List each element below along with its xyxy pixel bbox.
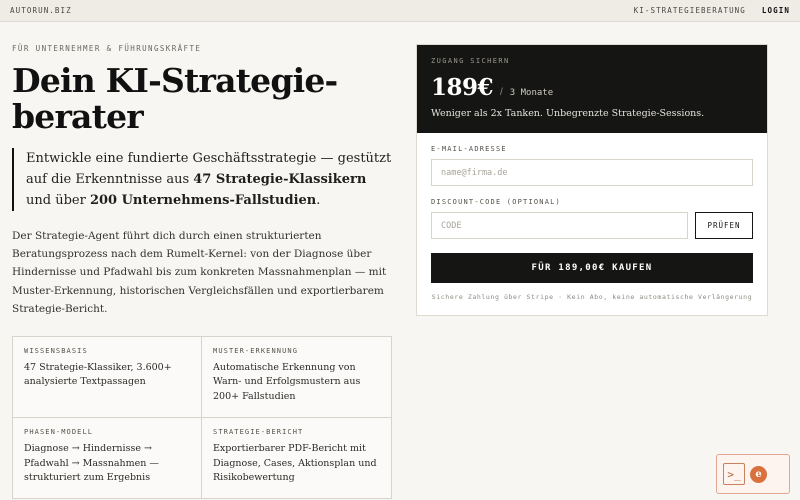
page-title: Dein KI-Strategie-berater <box>12 61 338 136</box>
nav-link-login[interactable]: LOGIN <box>761 6 790 15</box>
feature-text: Exportierbarer PDF-Bericht mit Diagnose, Cases, Aktionsplan und Risikobewertung <box>213 442 377 484</box>
hero-column <box>12 44 392 499</box>
buy-button[interactable]: FÜR 189,00€ KAUFEN <box>431 253 753 283</box>
email-field[interactable] <box>431 159 753 186</box>
check-code-button[interactable]: PRÜFEN <box>695 212 753 239</box>
feature-card <box>13 418 202 498</box>
checkout-column <box>416 44 768 499</box>
top-navigation-bar <box>0 0 800 22</box>
lede-text-1: Entwickle eine fundierte Geschäftsstrategie — gestützt auf die Erkenntnisse aus <box>26 151 392 188</box>
price-note: Weniger als 2x Tanken. Unbegrenzte Strategie-Sessions. <box>431 108 705 119</box>
price-separator: / <box>500 87 503 98</box>
form-spacer <box>431 186 753 198</box>
feature-grid <box>12 336 392 499</box>
feature-title: WISSENSBASIS <box>24 346 88 355</box>
price-term: 3 Monate <box>509 88 554 98</box>
lede-strong-1: 47 Strategie-Klassikern <box>193 172 367 188</box>
main-content <box>0 22 800 499</box>
lede-text-3: . <box>316 193 321 209</box>
payment-fineprint: Sichere Zahlung über Stripe · Kein Abo, keine automatische Verlängerung <box>431 293 753 301</box>
nav-link-ki-strategieberatung[interactable]: KI-STRATEGIEBERATUNG <box>633 6 746 15</box>
checkout-form <box>417 133 767 315</box>
lede-strong-2: 200 Unternehmens-Fallstudien <box>89 193 317 209</box>
assistant-avatar: e <box>750 466 767 483</box>
discount-code-field[interactable] <box>431 212 688 239</box>
feature-title: STRATEGIE-BERICHT <box>213 427 304 436</box>
discount-field-label: DISCOUNT-CODE (OPTIONAL) <box>431 198 561 206</box>
checkout-kicker: ZUGANG SICHERN <box>431 57 510 65</box>
feature-text: Automatische Erkennung von Warn- und Erfolgsmustern aus 200+ Fallstudien <box>213 361 361 403</box>
top-nav-links <box>634 6 790 15</box>
feature-card <box>202 418 391 498</box>
hero-eyebrow: FÜR UNTERNEHMER & FÜHRUNGSKRÄFTE <box>12 44 202 53</box>
feature-title: MUSTER-ERKENNUNG <box>213 346 299 355</box>
price-amount: 189€ <box>431 74 494 101</box>
hero-lede <box>12 148 392 211</box>
feature-card <box>13 337 202 418</box>
email-field-label: E-MAIL-ADRESSE <box>431 145 507 153</box>
feature-title: PHASEN-MODELL <box>24 427 94 436</box>
site-brand[interactable]: AUTORUN.BIZ <box>10 6 72 15</box>
terminal-icon: >_ <box>723 463 745 485</box>
lede-text-2: und über <box>26 193 90 209</box>
checkout-card <box>416 44 768 316</box>
feature-text: Diagnose → Hindernisse → Pfadwahl → Massnahmen — strukturiert zum Ergebnis <box>24 442 159 484</box>
price-row <box>431 74 753 101</box>
checkout-header <box>417 45 767 133</box>
feature-text: 47 Strategie-Klassiker, 3.600+ analysierte Textpassagen <box>24 361 172 388</box>
assistant-widget[interactable] <box>716 454 790 494</box>
feature-card <box>202 337 391 418</box>
discount-row <box>431 212 753 239</box>
hero-body-copy: Der Strategie-Agent führt dich durch einen strukturierten Beratungsprozess nach dem Rumelt-Kernel: von der Diagnose über Hindernisse und Pfadwahl bis zum konkreten Massnahmenplan — mit Muster-Erkennung, historischen Vergleichsfällen und exportierbarem Strategie-Bericht. <box>12 230 387 315</box>
